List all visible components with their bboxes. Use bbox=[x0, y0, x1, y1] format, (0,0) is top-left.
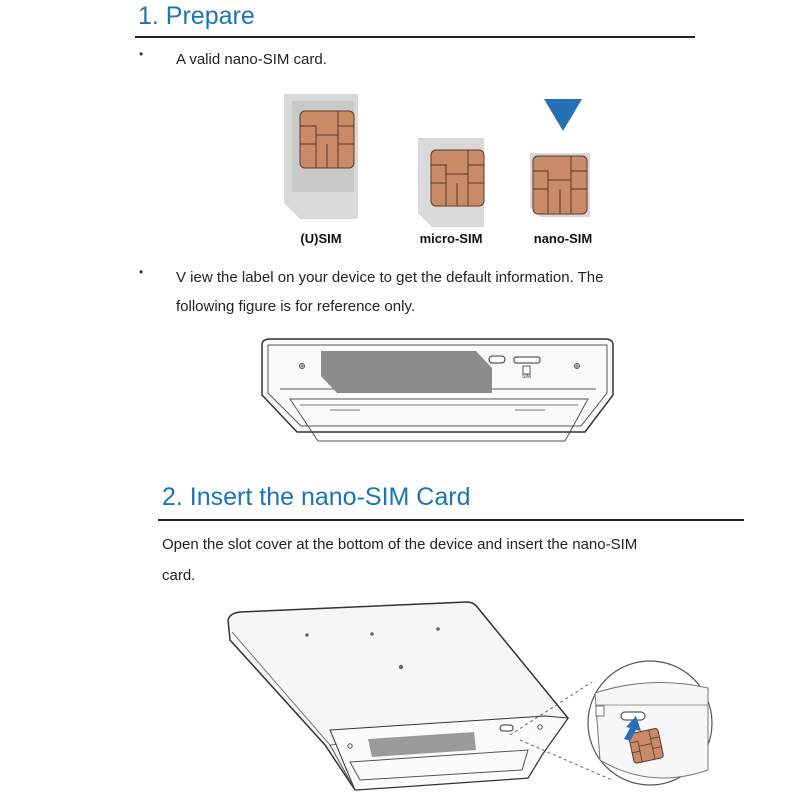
bullet1-text: A valid nano-SIM card. bbox=[176, 51, 327, 68]
section2-heading: 2. Insert the nano-SIM Card bbox=[162, 483, 471, 511]
section2-para-line1: Open the slot cover at the bottom of the device and insert the nano-SIM bbox=[162, 536, 638, 553]
zoom-callout bbox=[588, 661, 712, 785]
bullet2-line1: V iew the label on your device to get the default information. The bbox=[176, 269, 604, 286]
bullet-dot: • bbox=[139, 47, 144, 61]
section2-para-line2: card. bbox=[162, 567, 196, 584]
section1-heading: 1. Prepare bbox=[138, 2, 255, 30]
sim-label-micro-sim: micro-SIM bbox=[419, 231, 483, 246]
sim-label-nano-sim: nano-SIM bbox=[533, 231, 593, 246]
sim-port-label: SIM bbox=[522, 374, 531, 380]
bullet-dot: • bbox=[139, 265, 144, 279]
bullet2-line2: following figure is for reference only. bbox=[176, 298, 416, 315]
sim-label-usim: (U)SIM bbox=[300, 231, 342, 246]
